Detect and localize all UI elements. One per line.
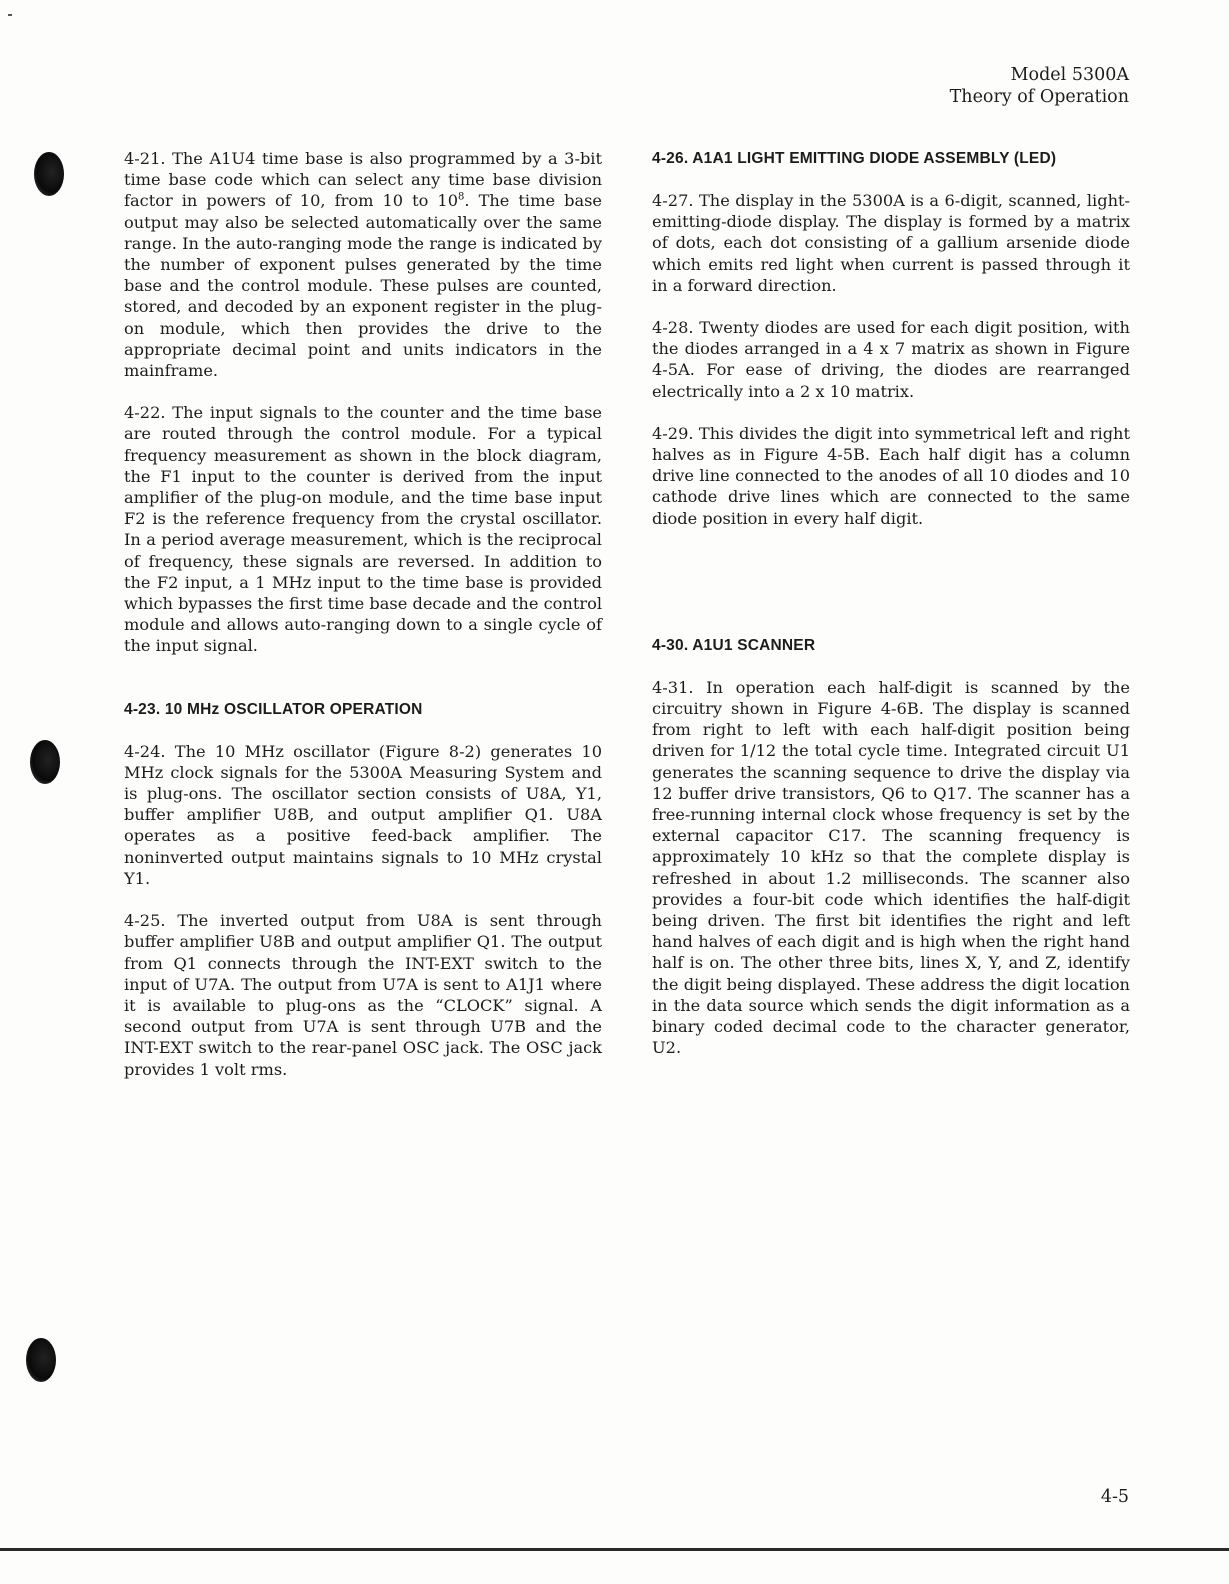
paragraph-4-25: 4-25. The inverted output from U8A is sent through buffer amplifier U8B and output amplifier Q1. The output from Q1 connects through the INT-EXT switch to the input of U7A. The output from U7A is sent to A1J1 where it is available to plug-ons as the “CLOCK” signal. A second output from U7A is sent through U7B and the INT-EXT switch to the rear-panel OSC jack. The OSC jack provides 1 volt rms. — [124, 911, 602, 1079]
paragraph-4-28: 4-28. Twenty diodes are used for each digit position, with the diodes arranged in a 4 x 7 matrix as shown in Figure 4-5A. For ease of driving, the diodes are rearranged electrically into a 2 x 10 matrix. — [652, 318, 1130, 401]
paragraph-text: 4-21. The A1U4 time base is also programmed by a 3-bit time base code which can select any time base division factor in powers of 10, from 10 to 10 — [124, 149, 602, 211]
binder-hole — [30, 740, 60, 784]
paragraph-4-24: 4-24. The 10 MHz oscillator (Figure 8-2) generates 10 MHz clock signals for the 5300A Measuring System and is plug-ons. The oscillator section consists of U8A, Y1, buffer amplifier U8B, and output amplifier Q1. U8A operates as a positive feed-back amplifier. The noninverted output maintains signals to 10 MHz crystal Y1. — [124, 741, 602, 888]
paragraph-4-27: 4-27. The display in the 5300A is a 6-digit, scanned, light-emitting-diode display. The display is formed by a matrix of dots, each dot consisting of a gallium arsenide diode which emits red light when current is passed through it in a forward direction. — [652, 191, 1130, 295]
heading-4-23: 4-23. 10 MHz OSCILLATOR OPERATION — [124, 700, 423, 718]
binder-hole — [34, 152, 64, 196]
heading-4-30: 4-30. A1U1 SCANNER — [652, 636, 816, 654]
scan-speck — [8, 14, 12, 16]
header-section: Theory of Operation — [949, 87, 1129, 107]
left-column — [124, 148, 602, 1080]
paragraph-4-31: 4-31. In operation each half-digit is scanned by the circuitry shown in Figure 4-6B. The display is scanned from right to left with each half-digit position being driven for 1/12 the total cycle time. Integrated circuit U1 generates the scanning sequence to drive the display via 12 buffer drive transistors, Q6 to Q17. The scanner has a free-running internal clock whose frequency is set by the external capacitor C17. The scanning frequency is approximately 10 kHz so that the complete display is refreshed in about 1.2 milliseconds. The scanner also provides a four-bit code which identifies the half-digit being driven. The first bit identifies the right and left hand halves of each digit and is high when the right hand half is on. The other three bits, lines X, Y, and Z, identify the digit being displayed. These address the digit location in the data source which sends the digit information as a binary coded decimal code to the character generator, U2. — [652, 677, 1130, 1058]
paragraph-4-29: 4-29. This divides the digit into symmetrical left and right halves as in Figure 4-5B. Each half digit has a column drive line connected to the anodes of all 10 diodes and 10 cathode drive lines which are connected to the same diode position in every half digit. — [652, 423, 1130, 528]
paragraph-4-22: 4-22. The input signals to the counter and the time base are routed through the control module. For a typical frequency measurement as shown in the block diagram, the F1 input to the counter is derived from the input amplifier of the plug-on module, and the time base input F2 is the reference frequency from the crystal oscillator. In a period average measurement, which is the reciprocal of frequency, these signals are reversed. In addition to the F2 input, a 1 MHz input to the time base is provided which bypasses the first time base decade and the control module and allows auto-ranging down to a single cycle of the input signal. — [124, 403, 602, 656]
exponent: 8 — [458, 192, 465, 204]
binder-hole — [26, 1338, 56, 1382]
header-model: Model 5300A — [1010, 65, 1129, 85]
paragraph-text: . The time base output may also be selected automatically over the same range. In the auto-ranging mode the range is indicated by the number of exponent pulses generated by the time base and the control module. These pulses are counted, stored, and decoded by an exponent register in the plug-on module, which then provides the drive to the appropriate decimal point and units indicators in the mainframe. — [124, 191, 602, 381]
bottom-rule — [0, 1548, 1229, 1551]
heading-4-26: 4-26. A1A1 LIGHT EMITTING DIODE ASSEMBLY (LED) — [652, 150, 1057, 167]
page-number: 4-5 — [1100, 1487, 1129, 1507]
paragraph-4-21 — [124, 148, 602, 381]
page-header — [950, 64, 1129, 108]
right-column — [652, 148, 1130, 1059]
